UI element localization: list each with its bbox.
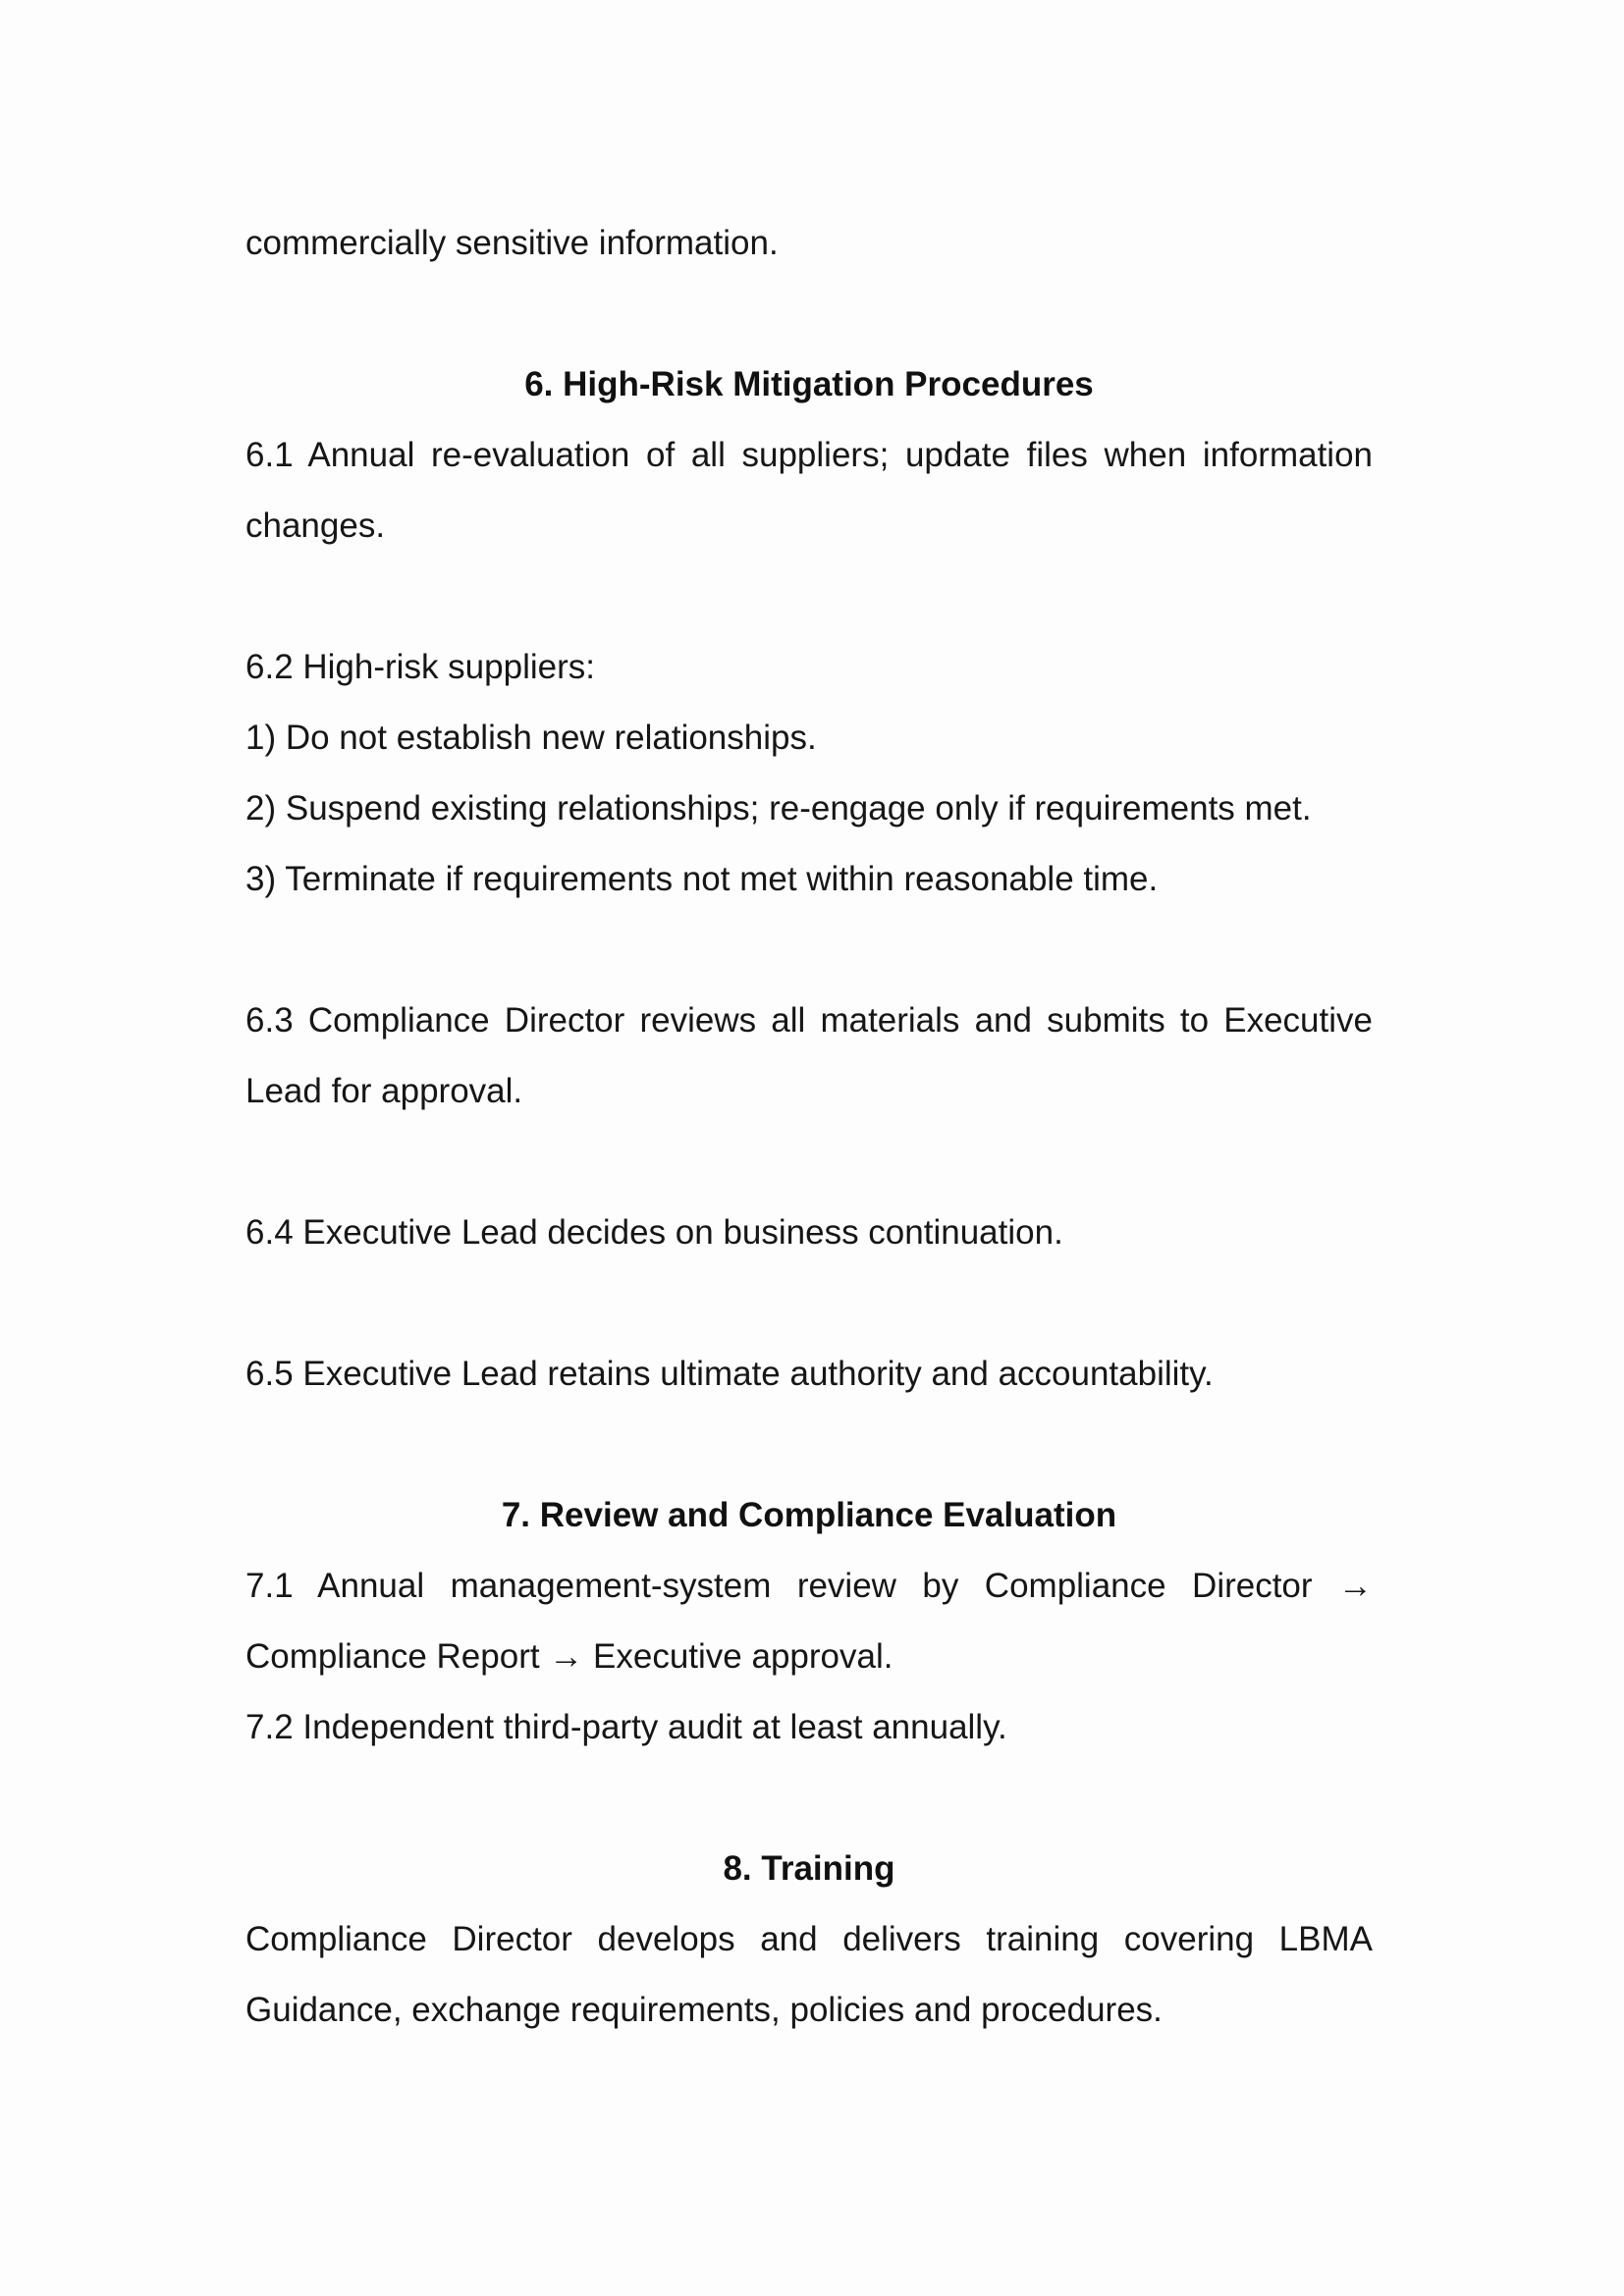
- paragraph-6-3: 6.3 Compliance Director reviews all materials and submits to Executive Lead for approval.: [245, 1001, 1373, 1110]
- list-item-3: 3) Terminate if requirements not met within reasonable time.: [245, 860, 1159, 898]
- paragraph-6-1: 6.1 Annual re-evaluation of all suppliers; update files when information changes.: [245, 436, 1373, 545]
- paragraph-trailing-sentence: commercially sensitive information.: [245, 224, 779, 262]
- paragraph-7-1: 7.1 Annual management-system review by Compliance Director → Compliance Report → Executive approval.: [245, 1567, 1373, 1676]
- list-item-1: 1) Do not establish new relationships.: [245, 719, 817, 757]
- paragraph-6-5: 6.5 Executive Lead retains ultimate authority and accountability.: [245, 1355, 1214, 1393]
- section-heading-training: 8. Training: [723, 1849, 895, 1888]
- paragraph-7-2: 7.2 Independent third-party audit at least annually.: [245, 1708, 1007, 1746]
- paragraph-8-body: Compliance Director develops and delivers training covering LBMA Guidance, exchange requirements, policies and procedures.: [245, 1920, 1373, 2029]
- paragraph-6-2: 6.2 High-risk suppliers:: [245, 648, 595, 686]
- section-heading-high-risk-mitigation: 6. High-Risk Mitigation Procedures: [524, 365, 1094, 403]
- list-item-2: 2) Suspend existing relationships; re-engage only if requirements met.: [245, 789, 1312, 828]
- section-heading-review-compliance-evaluation: 7. Review and Compliance Evaluation: [501, 1496, 1117, 1534]
- paragraph-6-4: 6.4 Executive Lead decides on business continuation.: [245, 1213, 1063, 1252]
